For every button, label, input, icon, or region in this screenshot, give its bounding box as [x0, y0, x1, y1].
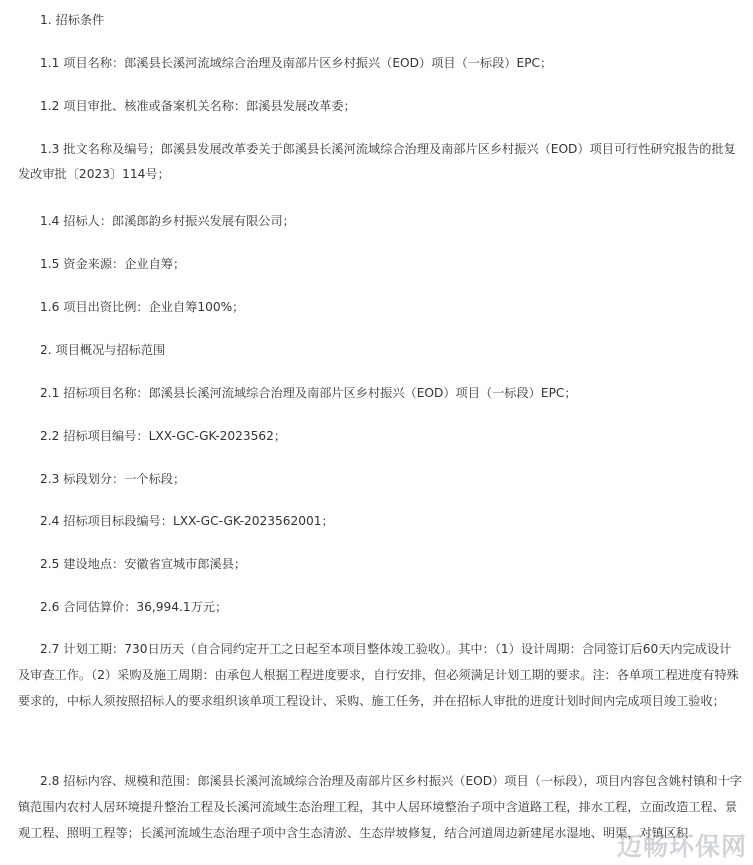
paragraph-2-1: 2.1 招标项目名称：郎溪县长溪河流域综合治理及南部片区乡村振兴（EOD）项目（一标段）EPC； [40, 386, 577, 400]
paragraph-2-7: 2.7 计划工期：730日历天（自合同约定开工之日起至本项目整体竣工验收）。其中：（1）设计周期：合同签订后60天内完成设计及审查工作。（2）采购及施工周期：由承包人根据工程进度要求，自行安排，但必须满足计划工期的要求。注：各单项工程进度有特殊要求的，中标人须按照招标人的要求组织该单项工程设计、采购、施工任务，并在招标人审批的进度计划时间内完成项目竣工验收； [18, 642, 739, 708]
paragraph-1-2: 1.2 项目审批、核准或备案机关名称：郎溪县发展改革委； [40, 99, 356, 113]
heading-project-overview: 2. 项目概况与招标范围 [40, 343, 166, 357]
paragraph-2-5: 2.5 建设地点：安徽省宣城市郎溪县； [40, 557, 247, 571]
paragraph-1-6: 1.6 项目出资比例：企业自筹100%； [40, 300, 245, 314]
paragraph-2-8: 2.8 招标内容、规模和范围：郎溪县长溪河流域综合治理及南部片区乡村振兴（EOD）项目（一标段），项目内容包含姚村镇和十字镇范围内农村人居环境提升整治工程及长溪河流域生态治理工程，其中人居环境整治子项中含道路工程，排水工程，立面改造工程、景观工程、照明工程等；长溪河流域生态治理子项中含生态清淤、生态岸坡修复，结合河道周边新建尾水湿地、明渠，对镇区积 [18, 774, 742, 840]
paragraph-2-6: 2.6 合同估算价：36,994.1万元； [40, 600, 228, 614]
paragraph-2-3: 2.3 标段划分：一个标段； [40, 472, 186, 486]
paragraph-2-2: 2.2 招标项目编号：LXX-GC-GK-2023562； [40, 429, 287, 443]
paragraph-2-4: 2.4 招标项目标段编号：LXX-GC-GK-2023562001； [40, 514, 334, 528]
paragraph-1-1: 1.1 项目名称：郎溪县长溪河流域综合治理及南部片区乡村振兴（EOD）项目（一标段）EPC； [40, 56, 553, 70]
site-watermark: 迈畅环保网 [616, 832, 747, 861]
paragraph-1-3: 1.3 批文名称及编号；郎溪县发展改革委关于郎溪县长溪河流域综合治理及南部片区乡村振兴（EOD）项目可行性研究报告的批复 发改审批〔2023〕114号； [18, 142, 736, 181]
heading-bidding-conditions: 1. 招标条件 [40, 13, 105, 27]
paragraph-1-4: 1.4 招标人：郎溪郎韵乡村振兴发展有限公司； [40, 214, 295, 228]
paragraph-1-5: 1.5 资金来源：企业自筹； [40, 257, 186, 271]
